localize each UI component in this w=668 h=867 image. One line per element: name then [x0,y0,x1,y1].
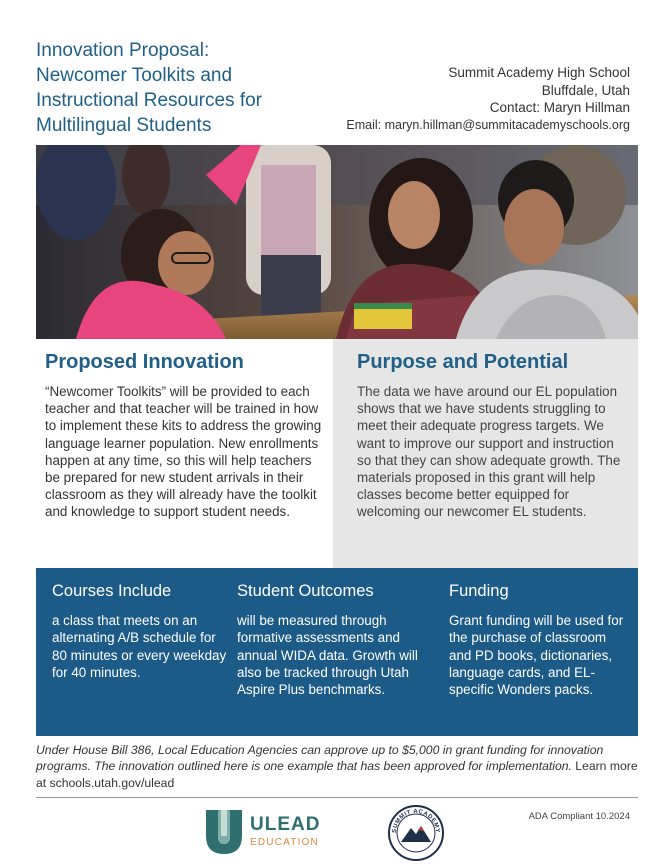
footer-note-italic: Under House Bill 386, Local Education Agencies can approve up to $5,000 in grant funding for innovation programs. The innovation outlined here is one example that has been approved for implementation. [36,743,604,774]
details-band [36,568,638,736]
purpose-potential-heading: Purpose and Potential [357,351,569,373]
proposed-innovation-text: “Newcomer Toolkits” will be provided to each teacher and that teacher will be trained in how to implement these kits to address the growing language learner population. New enrollments happen at any time, so this will help teachers be prepared for new student arrivals in their classroom as they will already have the toolkit and knowledge to support student needs. [45,384,322,520]
funding-heading: Funding [449,582,509,600]
proposed-innovation-heading: Proposed Innovation [45,351,244,373]
funding-column [449,582,631,698]
title-line-3: Instructional Resources for [36,90,262,111]
purpose-potential-text: The data we have around our EL population shows that we have students struggling to meet their adequate progress targets. We want to improve our support and instruction so that they can show adequate growth. The materials proposed in this grant will help classes become better equipped for welcoming our newcomer EL students. [357,384,621,520]
contact-email: Email: maryn.hillman@summitacademyschools.org [346,117,630,132]
summit-academy-seal-icon [387,804,445,862]
courses-text: a class that meets on an alternating A/B schedule for 80 minutes or every weekday for 40 minutes. [52,613,227,680]
courses-column [52,582,234,681]
outcomes-text: will be measured through formative assessments and annual WIDA data. Growth will also be tracked through Utah Aspire Plus benchmarks. [237,613,418,698]
funding-text: Grant funding will be used for the purchase of classroom and PD books, dictionaries, language cards, and EL-specific Wonders packs. [449,613,624,698]
purpose-potential-section [333,339,638,568]
courses-heading: Courses Include [52,582,172,600]
page-title [36,38,336,138]
ulead-wordmark [250,814,320,848]
contact-name: Contact: Maryn Hillman [489,100,630,115]
ada-compliance-note: ADA Compliant 10.2024 [528,811,630,822]
classroom-photo [36,145,638,339]
ulead-subtitle: EDUCATION [250,837,319,848]
ulead-name: ULEAD [250,814,321,835]
outcomes-column [237,582,437,698]
footer-note-link-text: Learn more at schools.utah.gov/ulead [36,759,638,790]
seal-text: SUMMIT ACADEMY [391,808,441,834]
title-line-4: Multilingual Students [36,115,212,136]
ulead-logo-icon [202,806,246,856]
school-location: Bluffdale, Utah [541,82,630,98]
contact-block [346,64,630,134]
title-line-1: Innovation Proposal: [36,40,210,61]
outcomes-heading: Student Outcomes [237,582,374,600]
footer-divider [36,797,638,798]
footer-note [36,742,638,791]
proposed-innovation-section [36,339,333,568]
school-name: Summit Academy High School [448,65,630,80]
title-line-2: Newcomer Toolkits and [36,65,233,86]
